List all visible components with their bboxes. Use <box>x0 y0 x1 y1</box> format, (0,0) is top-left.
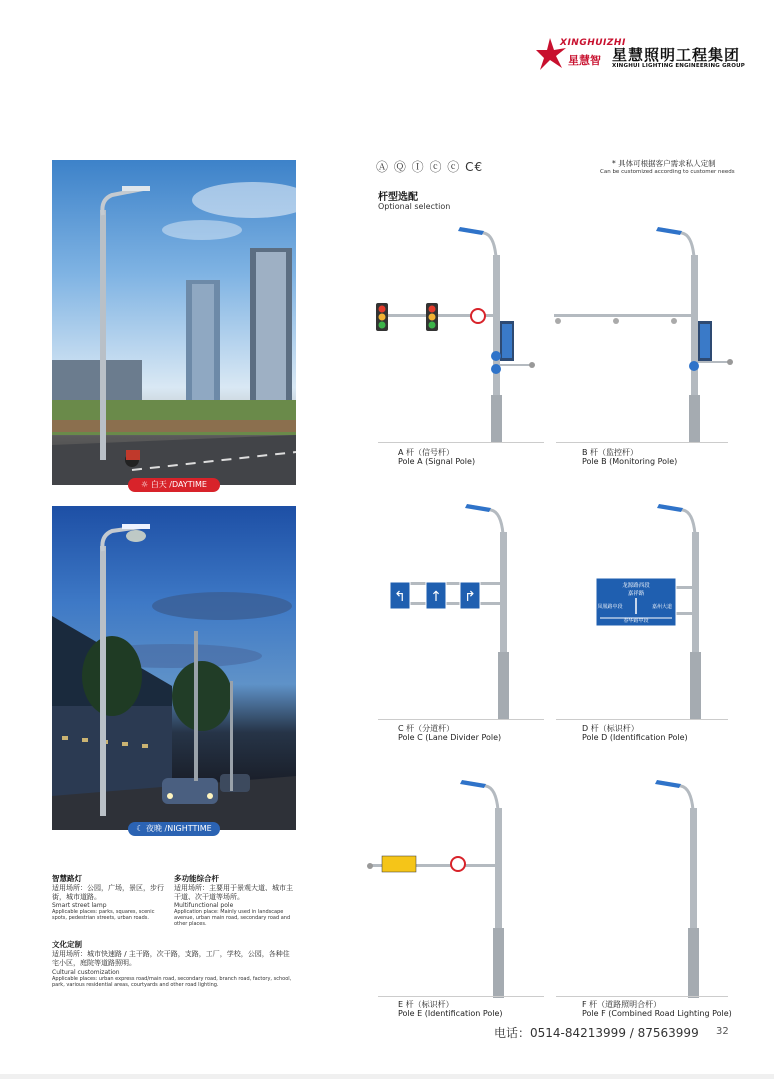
pole-f-label-en: Pole F (Combined Road Lighting Pole) <box>582 1009 732 1018</box>
multi-pole-places-cn: 适用场所：主要用于景观大道、城市主干道、次干道等场所。 <box>174 884 293 901</box>
nighttime-photo <box>52 506 296 830</box>
multi-pole-title-cn: 多功能综合杆 <box>174 874 219 883</box>
pole-b-baseline <box>556 442 728 443</box>
pole-b-illustration <box>550 225 734 443</box>
bottom-bar <box>0 1074 774 1079</box>
smart-lamp-title-cn: 智慧路灯 <box>52 874 82 883</box>
daytime-badge: ☼ 白天 /DAYTIME <box>128 478 220 492</box>
sign-d-line2: 嘉祥路 <box>627 591 645 597</box>
pole-c-label-cn: C 杆（分道杆） <box>398 724 455 733</box>
multi-pole-title-en: Multifunctional pole <box>174 902 234 909</box>
pole-c-label-en: Pole C (Lane Divider Pole) <box>398 733 502 742</box>
pole-a-illustration <box>372 225 542 443</box>
pole-c-baseline <box>378 719 544 720</box>
pole-c-illustration <box>380 502 530 720</box>
pole-a-baseline <box>378 442 544 443</box>
pole-e-label-en: Pole E (Identification Pole) <box>398 1009 503 1018</box>
culture-title-en: Cultural customization <box>52 969 120 976</box>
svg-text:↱: ↱ <box>464 589 476 605</box>
pole-e-illustration <box>364 778 534 998</box>
multifunctional-pole-block <box>174 873 296 927</box>
smart-lamp-block <box>52 873 166 921</box>
section-title-cn: 杆型选配 <box>378 192 418 203</box>
pole-a-label-en: Pole A (Signal Pole) <box>398 457 476 466</box>
pole-d-illustration <box>594 502 724 720</box>
pole-e-label-cn: E 杆（标识杆） <box>398 1000 454 1009</box>
pole-b-label-en: Pole B (Monitoring Pole) <box>582 457 678 466</box>
brand-mark-cn: 星慧智 <box>568 54 601 67</box>
daytime-photo <box>52 160 296 485</box>
customization-note-en: Can be customized according to customer needs <box>600 169 735 175</box>
brand-mark-en: XINGHUIZHI <box>560 38 626 48</box>
sign-d-left: 凤凰路中段 <box>597 604 623 610</box>
svg-text:↰: ↰ <box>394 589 406 605</box>
footer-telephone: 电话：0514-84213999 / 87563999 <box>494 1026 699 1040</box>
pole-e-baseline <box>378 996 544 997</box>
smart-lamp-places-en: Applicable places: parks, squares, scenic spots, pedestrian streets, urban roads. <box>52 909 155 921</box>
smart-lamp-title-en: Smart street lamp <box>52 902 107 909</box>
sign-d-bottom: 春华路中段 <box>623 618 649 624</box>
pole-d-label-cn: D 杆（标识杆） <box>582 724 639 733</box>
multi-pole-places-en: Application place: Mainly used in landscape avenue, urban main road, secondary road and other places. <box>174 909 291 927</box>
cultural-customization-block <box>52 939 296 988</box>
pole-f-label-cn: F 杆（道路照明合杆） <box>582 1000 662 1009</box>
customization-note-cn: * 具体可根据客户需求私人定制 <box>612 159 716 168</box>
pole-d-baseline <box>556 719 728 720</box>
nighttime-badge: ☾ 夜晚 /NIGHTTIME <box>128 822 220 836</box>
company-name-cn: 星慧照明工程集团 <box>612 46 741 64</box>
culture-title-cn: 文化定制 <box>52 940 82 949</box>
company-name-en: XINGHUI LIGHTING ENGINEERING GROUP <box>612 63 746 69</box>
pole-a-label-cn: A 杆（信号杆） <box>398 448 455 457</box>
pole-d-label-en: Pole D (Identification Pole) <box>582 733 688 742</box>
section-title-en: Optional selection <box>378 202 451 211</box>
sign-d-right: 嘉州大道 <box>651 604 673 610</box>
svg-text:↑: ↑ <box>430 589 442 605</box>
smart-lamp-places-cn: 适用场所：公园，广场，景区，步行街，城市道路。 <box>52 884 164 901</box>
culture-places-en: Applicable places: urban express road/main road, secondary road, branch road, factory, school, park, various residential areas, courtyards and other road lighting. <box>52 976 292 988</box>
pole-f-baseline <box>556 996 728 997</box>
certification-icons: Ⓐ Ⓠ Ⓘ ⓒ ⓒ C€ <box>376 160 484 174</box>
page-number: 32 <box>716 1026 729 1037</box>
sign-d-line1: 龙源路西段 <box>622 583 650 589</box>
culture-places-cn: 适用场所：城市快速路 / 主干路，次干路，支路，工厂，学校，公园，各种住宅小区，庭院等道路照明。 <box>52 950 290 967</box>
pole-f-illustration <box>650 778 720 998</box>
pole-b-label-cn: B 杆（监控杆） <box>582 448 639 457</box>
